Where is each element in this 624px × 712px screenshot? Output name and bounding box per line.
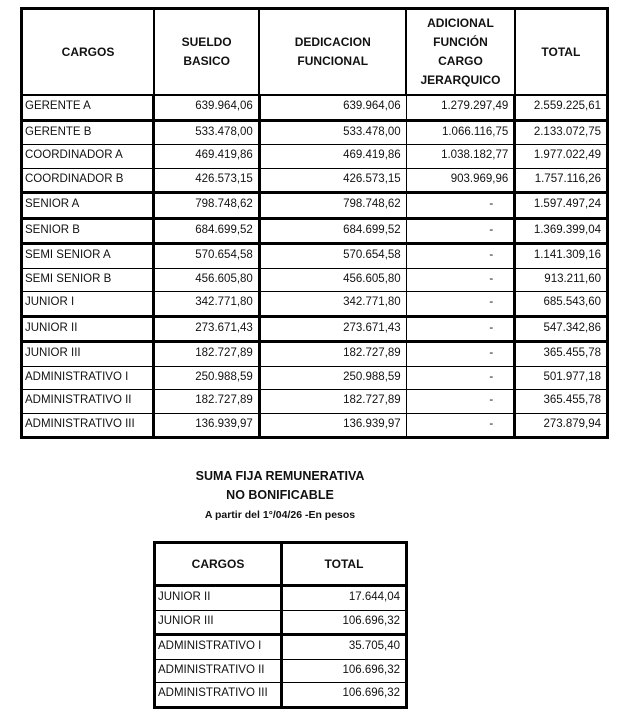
table-row <box>22 316 608 342</box>
cell-cargo: JUNIOR II <box>22 316 154 342</box>
cell-total: 106.696,32 <box>282 659 407 683</box>
cell-dedicacion-funcional: 136.939,97 <box>259 413 406 438</box>
table-row <box>155 610 407 635</box>
cell-dedicacion-funcional: 182.727,89 <box>259 390 406 414</box>
cell-cargo: JUNIOR III <box>155 610 282 635</box>
cell-adicional: - <box>406 218 515 244</box>
cell-dedicacion-funcional: 533.478,00 <box>259 120 406 145</box>
cell-dedicacion-funcional: 250.988,59 <box>259 366 406 390</box>
cell-adicional: - <box>406 413 515 438</box>
cell-dedicacion-funcional: 798.748,62 <box>259 193 406 219</box>
table-row <box>22 244 608 269</box>
cell-sueldo-basico: 182.727,89 <box>154 342 259 367</box>
header-dedicacion-funcional: DEDICACION FUNCIONAL <box>259 9 406 96</box>
cell-dedicacion-funcional: 426.573,15 <box>259 168 406 193</box>
cell-sueldo-basico: 136.939,97 <box>154 413 259 438</box>
header-adicional-funcion: ADICIONAL FUNCIÓN CARGO JERARQUICO <box>406 9 515 96</box>
cell-sueldo-basico: 684.699,52 <box>154 218 259 244</box>
table-row <box>22 193 608 219</box>
table-row <box>22 95 608 120</box>
cell-sueldo-basico: 342.771,80 <box>154 292 259 317</box>
salary-table-header <box>22 9 608 96</box>
salary-table <box>20 7 609 439</box>
cell-total: 273.879,94 <box>515 413 608 438</box>
cell-sueldo-basico: 570.654,58 <box>154 244 259 269</box>
cell-adicional: - <box>406 366 515 390</box>
cell-total: 547.342,86 <box>515 316 608 342</box>
cell-adicional: - <box>406 193 515 219</box>
table-row <box>22 390 608 414</box>
cell-sueldo-basico: 426.573,15 <box>154 168 259 193</box>
cell-cargo: ADMINISTRATIVO II <box>22 390 154 414</box>
cell-total: 1.597.497,24 <box>515 193 608 219</box>
cell-adicional: 1.038.182,77 <box>406 145 515 169</box>
table-row <box>155 659 407 683</box>
cell-adicional: - <box>406 390 515 414</box>
table-row <box>22 120 608 145</box>
cell-dedicacion-funcional: 684.699,52 <box>259 218 406 244</box>
cell-sueldo-basico: 469.419,86 <box>154 145 259 169</box>
cell-dedicacion-funcional: 456.605,80 <box>259 268 406 292</box>
cell-total: 365.455,78 <box>515 390 608 414</box>
cell-cargo: SEMI SENIOR A <box>22 244 154 269</box>
table-row <box>22 268 608 292</box>
cell-adicional: - <box>406 244 515 269</box>
cell-cargo: ADMINISTRATIVO I <box>155 635 282 660</box>
cell-cargo: COORDINADOR A <box>22 145 154 169</box>
table-row <box>22 342 608 367</box>
cell-total: 1.369.399,04 <box>515 218 608 244</box>
cell-adicional: 1.279.297,49 <box>406 95 515 120</box>
cell-dedicacion-funcional: 182.727,89 <box>259 342 406 367</box>
header-cargos: CARGOS <box>22 9 154 96</box>
cell-cargo: JUNIOR III <box>22 342 154 367</box>
cell-sueldo-basico: 456.605,80 <box>154 268 259 292</box>
cell-total: 17.644,04 <box>282 586 407 611</box>
table-row <box>155 586 407 611</box>
cell-cargo: GERENTE A <box>22 95 154 120</box>
cell-sueldo-basico: 639.964,06 <box>154 95 259 120</box>
table-row <box>22 168 608 193</box>
table-row <box>155 635 407 660</box>
cell-sueldo-basico: 182.727,89 <box>154 390 259 414</box>
header-cargos: CARGOS <box>155 543 282 586</box>
cell-adicional: 903.969,96 <box>406 168 515 193</box>
header-sueldo-basico: SUELDO BASICO <box>154 9 259 96</box>
cell-cargo: SENIOR B <box>22 218 154 244</box>
table-row <box>155 683 407 708</box>
cell-total: 35.705,40 <box>282 635 407 660</box>
cell-sueldo-basico: 273.671,43 <box>154 316 259 342</box>
cell-sueldo-basico: 250.988,59 <box>154 366 259 390</box>
cell-cargo: JUNIOR II <box>155 586 282 611</box>
cell-adicional: - <box>406 342 515 367</box>
cell-total: 365.455,78 <box>515 342 608 367</box>
cell-total: 501.977,18 <box>515 366 608 390</box>
cell-adicional: - <box>406 316 515 342</box>
table-row <box>22 413 608 438</box>
cell-total: 1.141.309,16 <box>515 244 608 269</box>
cell-total: 685.543,60 <box>515 292 608 317</box>
header-total: TOTAL <box>282 543 407 586</box>
cell-dedicacion-funcional: 469.419,86 <box>259 145 406 169</box>
caption-title: SUMA FIJA REMUNERATIVA <box>195 469 365 483</box>
cell-cargo: SEMI SENIOR B <box>22 268 154 292</box>
cell-cargo: COORDINADOR B <box>22 168 154 193</box>
cell-total: 2.133.072,75 <box>515 120 608 145</box>
cell-adicional: - <box>406 268 515 292</box>
caption-date-note: A partir del 1°/04/26 -En pesos <box>204 509 356 521</box>
cell-cargo: ADMINISTRATIVO III <box>22 413 154 438</box>
cell-cargo: ADMINISTRATIVO I <box>22 366 154 390</box>
cell-cargo: JUNIOR I <box>22 292 154 317</box>
table-row <box>22 218 608 244</box>
table-row <box>22 366 608 390</box>
cell-adicional: 1.066.116,75 <box>406 120 515 145</box>
fixed-sum-table <box>153 541 408 709</box>
cell-cargo: GERENTE B <box>22 120 154 145</box>
table-row <box>22 292 608 317</box>
cell-adicional: - <box>406 292 515 317</box>
cell-total: 106.696,32 <box>282 610 407 635</box>
fixed-sum-table-header <box>155 543 407 586</box>
header-total: TOTAL <box>515 9 608 96</box>
cell-total: 106.696,32 <box>282 683 407 708</box>
cell-cargo: ADMINISTRATIVO II <box>155 659 282 683</box>
cell-total: 1.757.116,26 <box>515 168 608 193</box>
cell-cargo: ADMINISTRATIVO III <box>155 683 282 708</box>
cell-dedicacion-funcional: 639.964,06 <box>259 95 406 120</box>
cell-dedicacion-funcional: 570.654,58 <box>259 244 406 269</box>
cell-dedicacion-funcional: 273.671,43 <box>259 316 406 342</box>
cell-sueldo-basico: 798.748,62 <box>154 193 259 219</box>
cell-total: 2.559.225,61 <box>515 95 608 120</box>
cell-sueldo-basico: 533.478,00 <box>154 120 259 145</box>
cell-cargo: SENIOR A <box>22 193 154 219</box>
caption-subtitle: NO BONIFICABLE <box>226 488 334 502</box>
table-row <box>22 145 608 169</box>
cell-total: 913.211,60 <box>515 268 608 292</box>
cell-total: 1.977.022,49 <box>515 145 608 169</box>
cell-dedicacion-funcional: 342.771,80 <box>259 292 406 317</box>
